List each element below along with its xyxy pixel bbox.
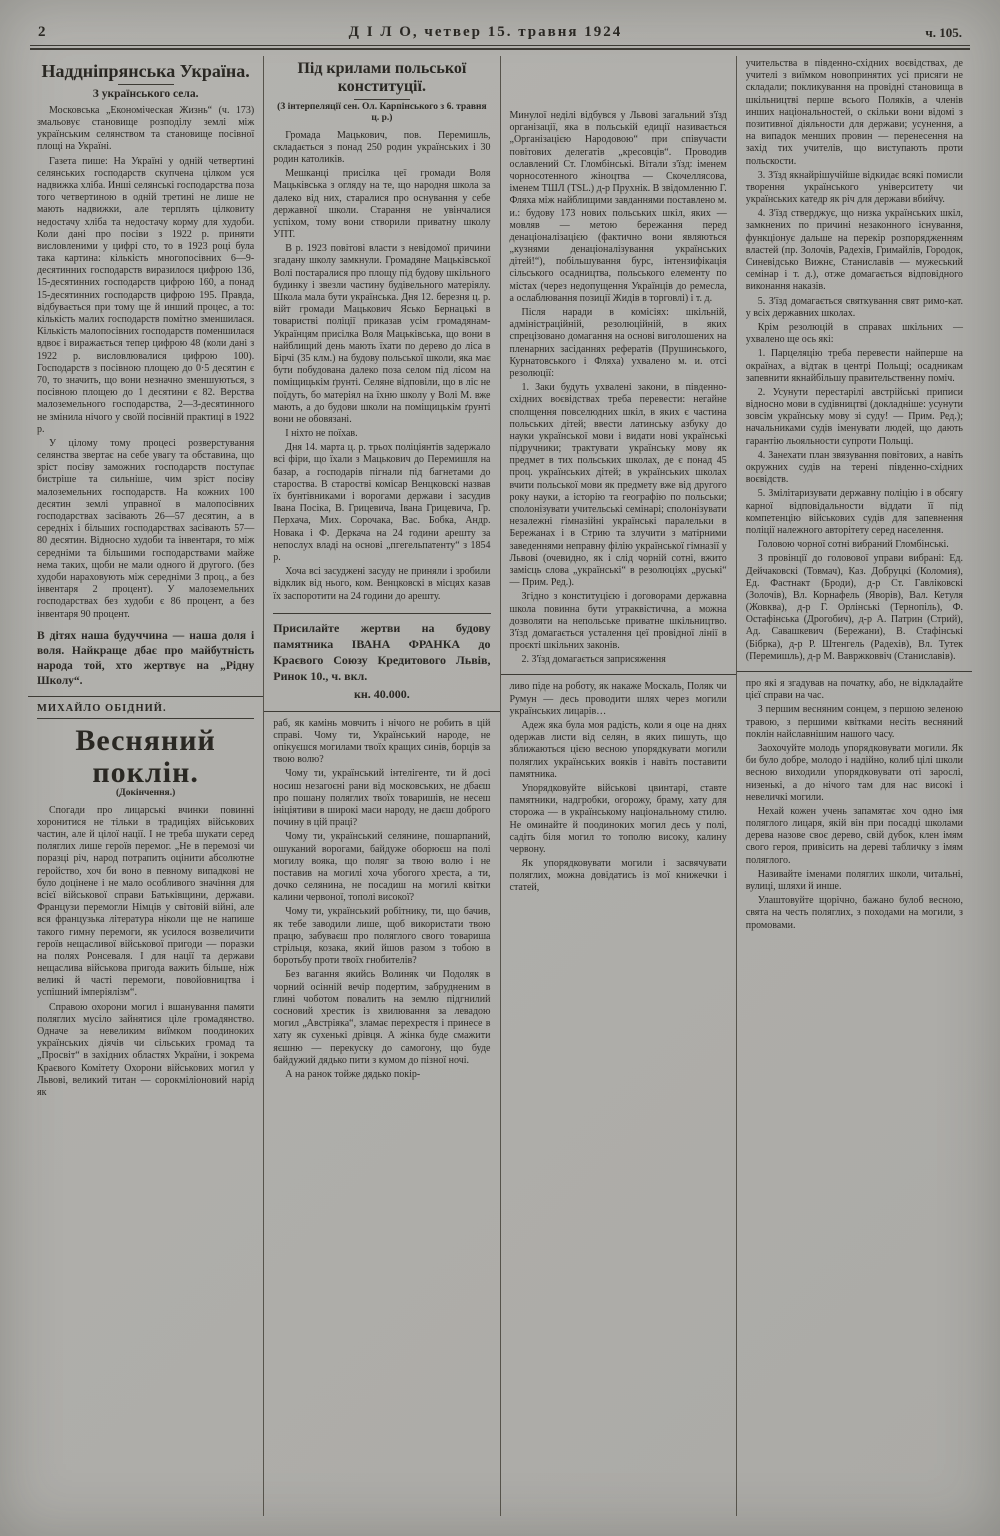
paragraph: З першим весняним сонцем, з першою зеленою травою, з першими квітками несіть весняний поклін найславнішим нашого часу.	[745, 704, 963, 740]
paragraph: Чому ти, український робітнику, ти, що бачив, як тебе заводили лише, щоб використати твою працю, забуваєш про поляглого свого товариша стрільця, козака, який йшов разом з тобою в боротьбу проти твоїх гнобителів?	[273, 906, 491, 967]
section-divider	[737, 671, 972, 672]
section-divider	[501, 674, 736, 675]
article-vesnianyi-poklin-cont-1	[273, 718, 490, 1081]
paragraph: 2. Усунути перестарілі австрійські приписи відносно мови в судівництві (докладніше: усунути зовсім українську мову зі суду! — Прим. Ред.); начальниками судів іменувати людей, що дають гарантію льояльности супроти Польщі.	[745, 386, 963, 447]
paragraph: учительства в південно-східних воєвідствах, де учителі з виїмком новопринятих усі присяги не складали; покликування на провідні становища в шкільництві перше всього Поляків, а членів инших національностей, о скільки вони відомі з позитивної діяльности для держави; усунення, а на випадок менших провин — перенесення на захід тих учителів, що виступають проти польскости.	[745, 58, 963, 167]
article-subhead: (З інтерпеляції сен. Ол. Карпінського з 6. травня ц. р.)	[277, 101, 487, 124]
section-divider	[264, 711, 499, 712]
column-3	[500, 56, 736, 1516]
paragraph: Крім резолюцій в справах шкільних — ухвалено ще ось які:	[745, 321, 963, 346]
paragraph: А на ранок тойже дядько покір-	[285, 1068, 421, 1080]
paragraph: Упорядковуйте військові цвинтарі, ставте памятники, надгробки, огорожу, браму, хату для сторожа — в українському національному стилю. Не оминайте й поодиноких могил десь у полі, садіть біля могил то тополю високу, калину червону.	[509, 782, 727, 855]
article-headline: Весняний поклін.	[75, 724, 216, 789]
paragraph: Мешканці присілка цеї громади Воля Мацьківська з огляду на те, що народня школа за далеко від них, старалися про оснування у себе державної школи. Старання не увінчалися успіхом, тому вони створили приватну школу УПТ.	[273, 168, 491, 241]
donation-notice	[273, 613, 490, 703]
donation-account-number: кн. 40.000.	[353, 687, 410, 702]
paragraph: В р. 1923 повітові власти з невідомої причини згадану школу замкнули. Громадяне Мацьківської Волі постаралися про площу під будову шкільного будинку і звезли частину будівельного матеріялу. Школа мала бути українська. Дня 12. березня ц. р. війт громади Мацькович Ясько Бернацькі в товаристві поліції приказав усім громадянам-Українцям присілка Воля Мацьківська, що вони в найблищий день мають їхати по дерево до ліса в Бірчі (35 клм.) на будову польської школи, яка має бути побудована далеко поза селом під лісом на поміщицькім ґрунті. Селяне відповіли, що в ліс не поїдуть, бо матеріял на їхню школу у Волі М. вже мають, а до будови школи на поміщицькім ґрунті вони не обовязані.	[273, 243, 491, 425]
column-4	[736, 56, 972, 1516]
issue-number: ч. 105.	[925, 25, 962, 40]
paragraph: Як упорядковувати могили і засвячувати поляглих, можна довідатись із мої книжечки і статей,	[509, 858, 727, 894]
paragraph: Чому ти, український інтелігенте, ти й досі носиш незагоєні рани від московських, не дбаєш про пошану поляглих твоїх товаришів, не несеш ініціятиви в широкі маси народу, не даєш доброго почину в цій праці?	[273, 768, 491, 829]
paragraph: 4. З'їзд стверджує, що низка українських шкіл, замкнених по причині незаконного існування, функціонує дальше на перекір розпорядженням властей (пр. Золочів, Радехів, Гримайлів, Городок, Синевідсько Вижнє, Станиславів — мужеський семінар і т. д.), отже домагається відповідного виконання наказів.	[745, 208, 963, 293]
paragraph: Без вагання якийсь Волиняк чи Подоляк в чорний осінній вечір подертим, забрудненим в глині чоботом повалить на землю підгнилий сосновий хрестик із хвилювання за левадою могил „Австріяка“, зламає перехрестя і принесе в хату як сухенькі дрівця. А жінка буде смажити яєшню — перекуску до самогону, що буде байдужий дядько пити з кумом до пізної ночі.	[273, 969, 491, 1066]
article-subhead: (Докінчення.)	[116, 788, 176, 799]
paragraph: І ніхто не поїхав.	[285, 428, 358, 440]
column-2	[263, 56, 499, 1516]
paragraph: Справою охорони могил і вшанування памяти поляглих мусіло зайнятися ціле громадянство. Одначе за невеликим виїмком поодиноких українських діячів чи сільських громад та „Просвіт“ в західних областях України, і зокрема Краєвого Комітету Охорони військових могил у Львові, великий титан — сорокміліоновий нарід як	[37, 1001, 255, 1098]
paragraph: Громада Мацькович, пов. Перемишль, складається з понад 250 родин українських і 30 родин католиків.	[273, 129, 491, 165]
page-number: 2	[38, 24, 46, 40]
paragraph: 5. Змілітаризувати державну поліцію і в обсягу карної відповідальности віддати її під компетенцію військових судів для запевнення поліції належного авторітету серед населення.	[745, 488, 963, 536]
article-naddnipryanska-ukraina	[37, 62, 254, 688]
paragraph: Московська „Економіческая Жизнь“ (ч. 173) змальовує становище розподілу землі між українським селянством та становище посівної площі на Україні.	[37, 104, 255, 153]
paragraph: Спогади про лицарські вчинки повинні хоронитися не тільки в традиціях військових частин, але й цілої нації. І не треба шукати серед поляглих лише героїв перемог. „Не в перемозі чи поразці річ, народ потрапить оцінити абсолютне геройство, хоч би воно в певному випадкові не було доцінене і не мало особливого значіння для всієї військової справи Батьківщини, держави. Французи перемогли Німців у світовій війні, але вся французька література ніколи ще не напише такого гимну перемоги, як усилося возвеличити героїв нещасливої військової пригоди — поразки на полях Ронсеваля. І для нації та держави нещаслива військова пригода важить більше, ніж великі й часті перемоги, повойовництва і успішний імперіялізм“.	[37, 804, 255, 999]
paragraph: Згідно з конституцією і договорами державна школа повинна бути утраквістична, а можна дозволяти на непольське приватне шкільництво. З'їзд домагається усталення цеї провідної лінії в проєкті шкільних законів.	[509, 591, 727, 652]
article-headline: Під крилами польської конституції.	[297, 60, 467, 96]
article-subhead: З українського села.	[92, 87, 199, 100]
paragraph: 2. З'їзд домагається заприсяження	[521, 654, 666, 666]
paragraph: Хоча всі засуджені засуду не приняли і зробили відклик від нього, ком. Венцковскі в місцях казав їх заспоротити на 24 години до арешту.	[273, 566, 491, 602]
masthead-title: Д І Л О, четвер 15. травня 1924	[348, 24, 623, 40]
headline-rule	[354, 99, 410, 100]
paragraph: Нехай кожен учень запамятає хоч одно імя поляглого лицаря, якій він при посадці школами дерева назове своє дерево, свій дубок, клен імям свого героя, привісить на дереві табличку з імям поляглого.	[745, 805, 963, 866]
article-vesnianyi-poklin-cont-2	[510, 681, 727, 894]
paragraph: Минулої неділі відбувся у Львові загальний з'їзд організації, яка в польській едиції називається „Організацією Народовою“ при співучасти повітових делегатів „кресовців“. Проводив ославлений Ст. Гломбінські. Вітали з'їзд: іменем чорносотенного жіноцтва — Скочеллясова, іменем ТШЛ (TSL.) д-р Прухнік. В звідомленню Г. Фляха між найблищими завданнями поставлено м. и.: будову 173 нових польських шкіл, яких — мовляв — метою бережання перед денаціоналізацією (фактично вони являються „кузнями денаціоналізування українських дітей!“), побільшування бурс, інтензифікація сільського осадництва, польського елементу по містах (через недопущення Українців до ремесла, а ослаблювання позиції Жидів в торговлі) і т. д.	[509, 110, 727, 304]
article-pid-krylamy-konstytucii	[273, 60, 490, 703]
paragraph: ливо піде на роботу, як накаже Москаль, Поляк чи Румун — десь проводити шлях через могили українських лицарів…	[509, 681, 727, 717]
paragraph: Після наради в комісіях: шкільній, адміністраційній, резолюційній, в яких спрецізовано домагання на основі виголошених на пленарних засіданнях рефератів (Прушинського, Курнатовського і Фляха) ухвалено м. и. отсі резолюції:	[509, 307, 727, 379]
article-zjizd-cont-1	[510, 58, 727, 666]
paragraph: раб, як камінь мовчить і нічого не робить в цій справі. Чому ти, Український народе, не опікуєшся могилами твоїх кращих синів, борців за твою волю?	[273, 717, 491, 766]
paragraph: Заохочуйте молодь упорядковувати могили. Як би було добре, молодо і надійно, колиб цілі школи весною виходили упорядковувати оті зарослі, низенькі, а до нічого там для нас високі і невеличкі могили.	[745, 742, 963, 803]
paragraph: Дня 14. марта ц. р. трьох поліціянтів задержало всі фіри, що їхали з Мацькович до Перемишля на базар, а господарів пігнали під багнетами до староства. В старостві комісар Венцковскі назвав їх бунтівниками і ворогами держави і засудив Івана Посіка, В. Грицевича, Івана Грицевича, Гр. Перхача, Мих. Сорочака, Вас. Бобка, Андр. Новака і Ф. Деркача на 24 години арешту за непослух владі на основі „пгегельпатенту“ з 1854 р.	[273, 442, 491, 563]
headline-rule	[118, 84, 174, 85]
paragraph: Головою чорної сотні вибраний Гломбінські.	[757, 539, 949, 551]
paragraph: 3. З'їзд якнайрішучійше відкидає всякі помисли творення українського університету чи українських катедр як річ для держави вбийчу.	[745, 169, 963, 206]
article-zjizd-cont-2	[746, 58, 963, 663]
paragraph: Улаштовуйте щорічно, бажано булоб весною, свята на честь поляглих, з походами на могили, з промовами.	[745, 895, 963, 931]
paragraph: Називайте іменами поляглих школи, читальні, вулиці, шляхи й инше.	[745, 868, 963, 892]
column-1	[28, 56, 263, 1516]
section-divider	[28, 696, 263, 697]
paragraph: З провінції до головової управи вибрані: Ед. Дейчаковскі (Товмач), Каз. Добруцкі (Коломия), Ед. Фастнакт (Броди), д-р Ст. Гавліковскі (Золочів), Вл. Корнафель (Яворів), Вал. Кетуля (Жовква), д-р Г. Орлінські (Тернопіль), Ф. Остафінська (Дрогобич), д-р А. Патрин (Стрий), Ад. Савашкевич (Бережани), В. Стафінські (Бібрка), д-р Р. Штенгель (Радехів), Вл. Тутек (Перемишль), д-р М. Вавржковвіч (Станиславів).	[745, 553, 963, 662]
paragraph: 1. Заки будуть ухвалені закони, в південно-східних воєвідствах треба перевести: негайне сполщення повселюдних шкіл, в яких є частина польських дітей; ввести латинську азбуку до науки української мови і видати нові українські підручники; трактувати українську мову як предмет в тих польських школах, де є понад 45 проц. українських дітей; в українських школах вчити польської мови як предмету вже від другого року науки, а історію та географію по польськи; сполонізувати учительські семінарі; сполонізувати незалежні гімназійні українські паралельки в Бережанах і в Стрию та злучити з матірними заведеннями неправну філію української гімназії у Львові (очевидно, як і слід чорній сотні, вжито замісць слова „українські“ в резолюціях „руські“ — Прим. Ред.).	[509, 382, 727, 589]
page-header	[0, 0, 1000, 43]
paragraph: Чому ти, український селянине, пошарпаний, ошуканий ворогами, байдуже оборюєш на полі могилу вояка, що поляг за твою волю і не поставив на могилі хоча убогого хреста, а ти, дочко селянина, не посадиш на могилі квітки калини червоної, тополі високої?	[273, 831, 491, 904]
appeal-note: В дітях наша будуччина — наша доля і воля. Найкраще дбає про майбутність народа той, хто жертвує на „Рідну Школу“.	[37, 629, 255, 687]
paragraph: Адеж яка була моя радість, коли я оце на днях одержав листи від селян, в яких пишуть, що зближаються цією весною упорядкувати могили поляглих українських вояків і навіть поставити памятника.	[509, 720, 727, 780]
article-headline: Наддніпрянська Україна.	[41, 61, 250, 81]
paragraph: про які я згадував на початку, або, не відкладайте цієї справи на час.	[745, 678, 963, 702]
author-byline: МИХАЙЛО ОБІДНИЙ.	[37, 703, 254, 719]
article-vesnianyi-poklin-cont-3	[746, 678, 963, 932]
article-vesnianyi-poklin	[37, 703, 254, 1099]
paragraph: 5. З'їзд домагається святкування свят римо-кат. у всіх державних школах.	[745, 295, 963, 319]
faded-headline-area	[510, 58, 727, 110]
paragraph: У цілому тому процесі розверстування селянства звертає на себе увагу та обставина, що зріст посіву заможних господарств поступає бистріше та сильніше, чим зріст посіву малоземельних господарств. На кожних 100 десятин землі управної в малопосівних господарствах засівають 26—57 десятин, а в середніх і більших господарствах засівають 57—80 десятин. Відносно худоби та інвентаря, то між середніми та більшими господарствами майже нема таких, щоби не мали одного й другого. (без худоби нараховують між середніми 3 проц., а без інвентаря 2 процент). У малоземельних господарствах без худоби є 86 процент, а без інвентаря 90 процент.	[37, 437, 255, 620]
donation-notice-text: Присилайте жертви на будову памятника ІВАНА ФРАНКА до Краєвого Союзу Кредитового Львів, Ринок 10., ч. вкл.	[273, 620, 491, 684]
columns-container	[0, 50, 1000, 1516]
paragraph: Газета пише: На Україні у одній четвертині селянських господарств скупчена цілком уся надвижка хліба. Инші селянські господарства поза того четвертиною в одній третині не лише не мають надвижки, але терплять цілковиту недостачу хліба та недостачу корму для худоби. Коли дані про посіви з 1922 р. приняти висловленими у цифрі сто, то в 1923 році була така картина: кількість многопосівних 6—9-десятинних господарств виразилося цифрою 136, 15-десятинних господарств цифрою 160, а понад 15-десятинних господарств цифрою 195. Правда, відбувається при тому ще й инший процес, а то: кількість малих господарств помітно зменшилася. Кількість малопосівних господарств поменшилася вдвоє і виражається тепер цифрою 48 (коли дані з 1922 р. висловлювалися цифрою 100). Господарств з посівною площею до 0·5 десятин є 70, то значить, що вони незначно зменшуються, з посівною площею до 1 десятини є 82. Верства малоземельного господарства, 2—3-десятинного не змінила нічого у своїй посівній практиці в 1922 р.	[37, 155, 255, 435]
paragraph: 1. Парцеляцію треба перевести найперше на окраїнах, а відтак в центрі Польщі; осадникам запевнити якнайбільшу правительственну поміч.	[745, 348, 963, 384]
paragraph: 4. Занехати план звязування повітових, а навіть окружних судів на терені південно-східних воєвідств.	[745, 449, 963, 486]
